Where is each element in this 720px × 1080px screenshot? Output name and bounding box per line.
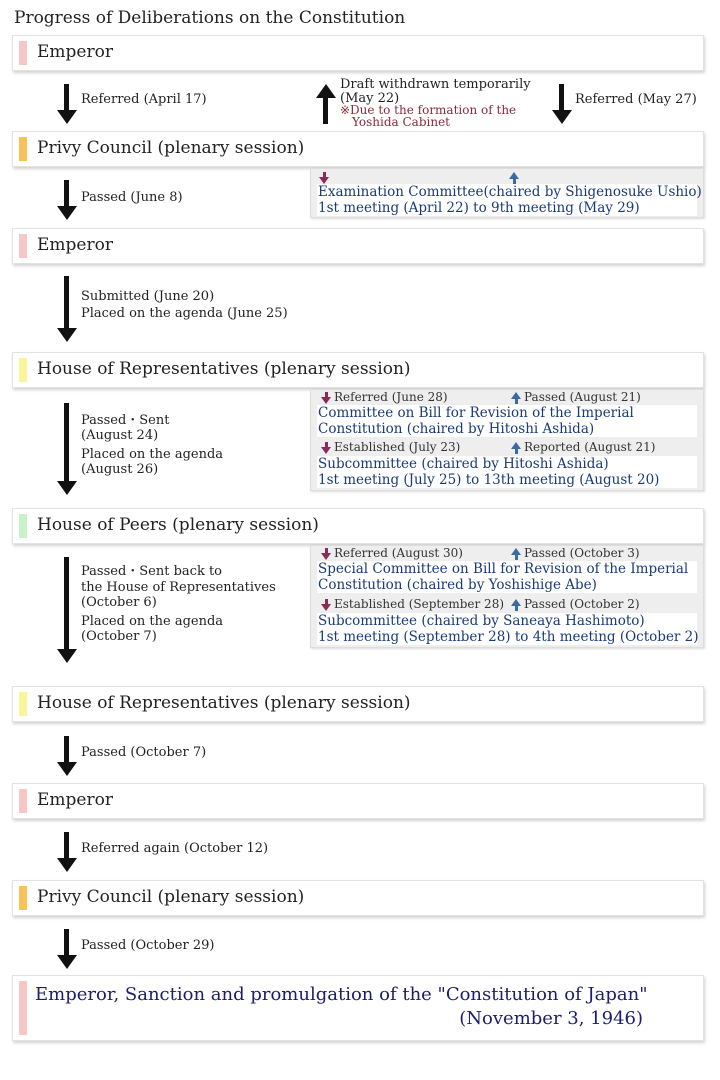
stage-label: Emperor (37, 790, 113, 810)
subcommittee-passed: Passed (October 2) (511, 597, 640, 611)
up-arrow-icon (511, 392, 523, 404)
down-arrow-4 (57, 403, 77, 495)
committee-name: Special Committee on Bill for Revision of the Imperial (318, 561, 689, 577)
subcommittee-name: Subcommittee (chaired by Saneaya Hashimoto) (318, 613, 645, 629)
note-sent-back-date: (October 6) (81, 595, 157, 610)
stage-color-bar (19, 137, 27, 161)
down-arrow-icon (321, 392, 333, 404)
hp-committee-panel (310, 545, 704, 648)
note-placed-agenda: Placed on the agenda (81, 614, 224, 629)
stage-color-bar (19, 514, 27, 538)
note-passed-sent: Passed・Sent (81, 413, 170, 428)
committee-passed: Passed (August 21) (511, 390, 641, 404)
committee-name: Committee on Bill for Revision of the Imperial (318, 405, 634, 421)
stage-label: House of Representatives (plenary session) (37, 359, 411, 379)
note-sent-back: Passed・Sent back to (81, 564, 223, 579)
up-arrow-icon (511, 548, 523, 560)
stage-label: Privy Council (plenary session) (37, 887, 305, 907)
subcommittee-reported: Reported (August 21) (511, 440, 655, 454)
stage-privy-council-1 (12, 131, 704, 167)
note-referred-may: Referred (May 27) (575, 92, 697, 107)
down-arrow-icon (321, 442, 333, 454)
stage-house-representatives-2 (12, 686, 704, 722)
down-arrow-6 (57, 736, 77, 776)
subcommittee-established: Established (July 23) (321, 440, 460, 454)
note-placed-agenda-date: (October 7) (81, 629, 157, 644)
up-arrow-icon (511, 599, 523, 611)
stage-final-promulgation (12, 975, 704, 1041)
down-arrow-icon (321, 599, 333, 611)
stage-color-bar (19, 234, 27, 258)
stage-emperor-1 (12, 35, 704, 71)
committee-referred: Referred (August 30) (321, 546, 463, 560)
hr-committee-panel (310, 389, 704, 491)
down-arrow-5 (57, 557, 77, 663)
note-withdrawn-reason-2: Yoshida Cabinet (352, 115, 450, 129)
stage-color-bar (19, 981, 27, 1035)
stage-color-bar (19, 358, 27, 382)
note-placed-agenda-date: (August 26) (81, 462, 159, 477)
examination-committee-panel (310, 168, 704, 218)
note-placed-agenda: Placed on the agenda (June 25) (81, 306, 288, 321)
committee-meetings: 1st meeting (April 22) to 9th meeting (May 29) (318, 200, 640, 216)
down-arrow-8 (57, 929, 77, 969)
up-arrow-icon (509, 172, 521, 184)
subcommittee-meetings: 1st meeting (September 28) to 4th meeting (October 2) (318, 629, 699, 645)
note-passed-june: Passed (June 8) (81, 190, 183, 205)
down-arrow-2 (57, 180, 77, 220)
note-referred-april: Referred (April 17) (81, 92, 207, 107)
note-submitted: Submitted (June 20) (81, 289, 215, 304)
stage-label: Emperor (37, 42, 113, 62)
down-arrow-3 (57, 276, 77, 342)
down-arrow-7 (57, 832, 77, 872)
committee-name-2: Constitution (chaired by Hitoshi Ashida) (318, 421, 595, 437)
stage-label: Emperor (37, 235, 113, 255)
stage-privy-council-2 (12, 880, 704, 916)
down-arrow-icon (321, 548, 333, 560)
down-arrow-1 (57, 84, 77, 124)
note-sent-back-2: the House of Representatives (81, 580, 276, 595)
subcommittee-established: Established (September 28) (321, 597, 504, 611)
stage-label: House of Representatives (plenary session) (37, 693, 411, 713)
committee-name-2: Constitution (chaired by Yoshishige Abe) (318, 577, 597, 593)
stage-emperor-3 (12, 783, 704, 819)
final-title: Emperor, Sanction and promulgation of the "Constitution of Japan" (35, 984, 648, 1005)
note-withdrawn-date: (May 22) (340, 91, 400, 106)
down-arrow-icon (319, 172, 331, 184)
stage-house-peers (12, 508, 704, 544)
note-withdrawn: Draft withdrawn temporarily (340, 77, 531, 92)
stage-emperor-2 (12, 228, 704, 264)
subcommittee-meetings: 1st meeting (July 25) to 13th meeting (August 20) (318, 472, 660, 488)
note-passed-sent-date: (August 24) (81, 428, 159, 443)
note-referred-again: Referred again (October 12) (81, 841, 269, 856)
note-passed-october29: Passed (October 29) (81, 938, 215, 953)
subcommittee-name: Subcommittee (chaired by Hitoshi Ashida) (318, 456, 609, 472)
stage-color-bar (19, 692, 27, 716)
stage-house-representatives-1 (12, 352, 704, 388)
note-placed-agenda: Placed on the agenda (81, 447, 224, 462)
page-title: Progress of Deliberations on the Constitution (14, 8, 406, 28)
stage-color-bar (19, 886, 27, 910)
committee-referred: Referred (June 28) (321, 390, 448, 404)
committee-passed: Passed (October 3) (511, 546, 640, 560)
committee-name: Examination Committee(chaired by Shigenosuke Ushio) (318, 184, 702, 200)
stage-color-bar (19, 789, 27, 813)
note-passed-october7: Passed (October 7) (81, 745, 207, 760)
stage-label: House of Peers (plenary session) (37, 515, 319, 535)
down-arrow-referred-may (552, 84, 572, 124)
stage-label: Privy Council (plenary session) (37, 138, 305, 158)
stage-color-bar (19, 41, 27, 65)
up-arrow-withdrawn (316, 84, 336, 124)
up-arrow-icon (511, 442, 523, 454)
final-date: (November 3, 1946) (459, 1008, 643, 1029)
note-withdrawn-reason: ※Due to the formation of the (340, 103, 517, 117)
